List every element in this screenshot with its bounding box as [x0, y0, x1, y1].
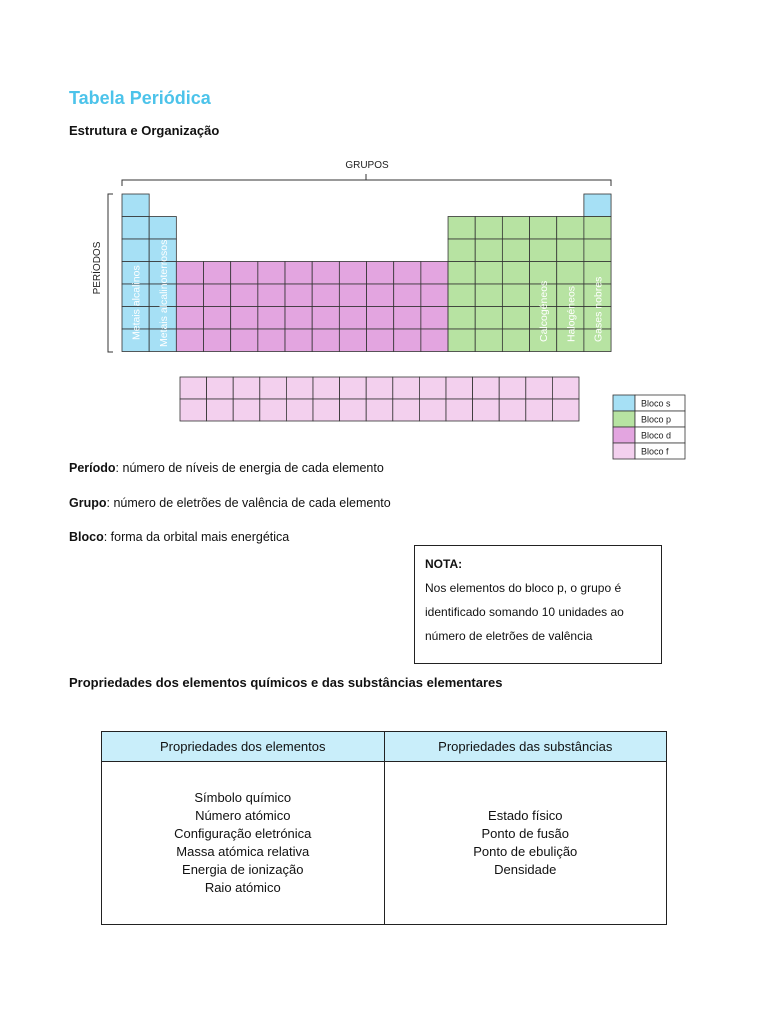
- list-item: Massa atómica relativa: [176, 844, 310, 859]
- legend-label: Bloco f: [641, 446, 669, 457]
- element-cell: [312, 262, 339, 285]
- f-block-cell: [446, 377, 473, 399]
- legend-label: Bloco d: [641, 430, 672, 441]
- column-label: Metais alcalinoterrosos: [157, 239, 170, 347]
- periods-label: PERÍODOS: [92, 241, 103, 295]
- f-block-cell: [313, 399, 340, 421]
- element-cell: [448, 284, 475, 307]
- f-block-cell: [180, 399, 207, 421]
- column-label: Halogéneos: [565, 285, 578, 342]
- element-cell: [258, 262, 285, 285]
- periods-bracket: [108, 194, 113, 352]
- element-cell: [394, 284, 421, 307]
- element-cell: [149, 217, 176, 240]
- element-cell: [502, 239, 529, 262]
- f-block-cell: [286, 399, 313, 421]
- f-block-cell: [393, 377, 420, 399]
- element-cell: [231, 262, 258, 285]
- f-block-cell: [419, 399, 446, 421]
- element-cell: [312, 329, 339, 352]
- list-item: Número atómico: [195, 808, 291, 823]
- element-cell: [475, 307, 502, 330]
- element-cell: [394, 307, 421, 330]
- legend-swatch: [613, 443, 635, 459]
- note-box: [414, 545, 662, 664]
- element-cell: [502, 217, 529, 240]
- f-block-cell: [313, 377, 340, 399]
- f-block-grid: [180, 377, 579, 421]
- list-item: Ponto de ebulição: [473, 844, 578, 859]
- element-cell: [367, 262, 394, 285]
- block-legend: [613, 395, 685, 459]
- column-label: Metais alcalinos: [130, 265, 143, 340]
- element-cell: [204, 262, 231, 285]
- element-cell: [231, 307, 258, 330]
- element-cell: [394, 329, 421, 352]
- f-block-cell: [499, 399, 526, 421]
- element-cell: [176, 307, 203, 330]
- element-cell: [339, 284, 366, 307]
- element-cell: [475, 239, 502, 262]
- element-cell: [557, 262, 584, 285]
- element-cell: [258, 284, 285, 307]
- element-cell: [448, 217, 475, 240]
- legend-swatch: [613, 395, 635, 411]
- element-cell: [475, 217, 502, 240]
- element-cell: [312, 284, 339, 307]
- element-cell: [312, 307, 339, 330]
- element-cell: [394, 262, 421, 285]
- element-cell: [421, 329, 448, 352]
- list-item: Símbolo químico: [194, 790, 292, 805]
- element-cell: [448, 262, 475, 285]
- column-label: Calcogéneos: [538, 280, 551, 342]
- element-cell: [530, 239, 557, 262]
- definition-group: Grupo: número de eletrões de valência de cada elemento: [69, 496, 391, 510]
- f-block-cell: [552, 377, 579, 399]
- f-block-cell: [366, 377, 393, 399]
- element-cell: [530, 217, 557, 240]
- f-block-cell: [340, 399, 367, 421]
- groups-label: GRUPOS: [345, 160, 389, 171]
- element-cell: [557, 217, 584, 240]
- element-cell: [421, 262, 448, 285]
- element-cell: [285, 329, 312, 352]
- elements-properties-cell: [102, 762, 385, 925]
- f-block-cell: [340, 377, 367, 399]
- legend-label: Bloco s: [641, 398, 671, 409]
- element-cell: [122, 217, 149, 240]
- element-cell: [502, 284, 529, 307]
- element-cell: [475, 284, 502, 307]
- list-item: Raio atómico: [204, 880, 281, 895]
- f-block-cell: [180, 377, 207, 399]
- periodic-table-diagram: [0, 0, 768, 470]
- element-cell: [176, 262, 203, 285]
- f-block-cell: [207, 377, 234, 399]
- f-block-cell: [393, 399, 420, 421]
- list-item: Ponto de fusão: [481, 826, 569, 841]
- element-cell: [285, 262, 312, 285]
- legend-label: Bloco p: [641, 414, 672, 425]
- element-cell: [339, 307, 366, 330]
- f-block-cell: [499, 377, 526, 399]
- element-cell: [502, 307, 529, 330]
- f-block-cell: [207, 399, 234, 421]
- element-cell: [339, 329, 366, 352]
- column-label: Gases nobres: [592, 276, 605, 342]
- element-cell: [122, 194, 149, 217]
- element-cell: [584, 239, 611, 262]
- f-block-cell: [419, 377, 446, 399]
- f-block-cell: [446, 399, 473, 421]
- element-cell: [122, 239, 149, 262]
- header-elements: Propriedades dos elementos: [102, 732, 385, 762]
- element-cell: [176, 329, 203, 352]
- list-item: Estado físico: [488, 808, 563, 823]
- definition-period: Período: número de níveis de energia de cada elemento: [69, 461, 384, 475]
- list-item: Configuração eletrónica: [174, 826, 312, 841]
- f-block-cell: [366, 399, 393, 421]
- section-title-structure: Estrutura e Organização: [69, 123, 220, 138]
- element-cell: [502, 262, 529, 285]
- element-cell: [530, 262, 557, 285]
- element-cell: [502, 329, 529, 352]
- element-cell: [204, 307, 231, 330]
- element-cell: [475, 262, 502, 285]
- element-cell: [204, 284, 231, 307]
- f-block-cell: [260, 399, 287, 421]
- f-block-cell: [286, 377, 313, 399]
- f-block-cell: [526, 377, 553, 399]
- f-block-cell: [473, 377, 500, 399]
- element-cell: [367, 284, 394, 307]
- element-cell: [367, 329, 394, 352]
- element-cell: [258, 307, 285, 330]
- f-block-cell: [233, 377, 260, 399]
- element-cell: [367, 307, 394, 330]
- f-block-cell: [552, 399, 579, 421]
- element-cell: [584, 194, 611, 217]
- note-text: Nos elementos do bloco p, o grupo é identificado somando 10 unidades ao número de eletrões de valência: [425, 581, 624, 643]
- groups-bracket: [122, 174, 611, 186]
- page-title: Tabela Periódica: [69, 88, 211, 108]
- element-cell: [285, 284, 312, 307]
- f-block-cell: [233, 399, 260, 421]
- substances-properties-cell: [384, 762, 667, 925]
- f-block-cell: [526, 399, 553, 421]
- element-cell: [176, 284, 203, 307]
- legend-swatch: [613, 427, 635, 443]
- element-cell: [475, 329, 502, 352]
- element-cell: [258, 329, 285, 352]
- element-cell: [204, 329, 231, 352]
- legend-swatch: [613, 411, 635, 427]
- section-title-properties: Propriedades dos elementos químicos e das substâncias elementares: [69, 675, 503, 690]
- element-cell: [448, 307, 475, 330]
- element-cell: [421, 284, 448, 307]
- element-cell: [448, 239, 475, 262]
- element-cell: [231, 329, 258, 352]
- note-title: NOTA:: [425, 557, 463, 571]
- header-substances: Propriedades das substâncias: [384, 732, 667, 762]
- element-cell: [557, 239, 584, 262]
- list-item: Energia de ionização: [182, 862, 304, 877]
- f-block-cell: [260, 377, 287, 399]
- element-cell: [231, 284, 258, 307]
- properties-table: [101, 731, 667, 925]
- element-cell: [448, 329, 475, 352]
- element-cell: [421, 307, 448, 330]
- f-block-cell: [473, 399, 500, 421]
- element-cell: [285, 307, 312, 330]
- element-cell: [584, 217, 611, 240]
- definition-block: Bloco: forma da orbital mais energética: [69, 530, 290, 544]
- element-cell: [339, 262, 366, 285]
- list-item: Densidade: [494, 862, 557, 877]
